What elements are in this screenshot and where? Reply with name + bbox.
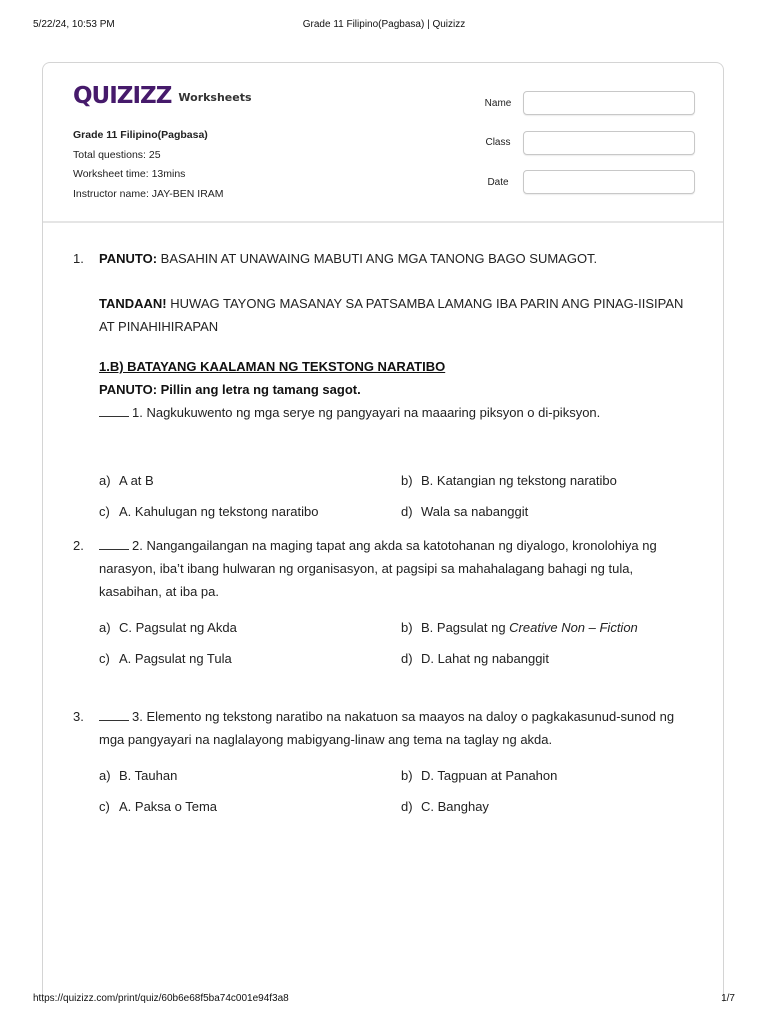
brand [73,85,252,108]
instructor-name: Instructor name: JAY-BEN IRAM [73,187,224,200]
brand-subtitle: Worksheets [178,91,252,104]
option-d[interactable]: d) D. Lahat ng nabanggit [401,651,549,666]
section-heading: 1.B) BATAYANG KAALAMAN NG TEKSTONG NARATIBO [99,359,446,374]
name-field[interactable] [523,91,695,115]
question-stem [99,534,693,603]
option-d[interactable]: d) C. Banghay [401,799,489,814]
question-number: 2. [73,538,84,553]
question-stem [99,401,693,424]
date-row [473,170,695,194]
answer-blank [99,708,129,721]
option-a[interactable]: a) C. Pagsulat ng Akda [99,620,237,635]
question-number: 3. [73,709,84,724]
print-date: 5/22/24, 10:53 PM [33,19,115,30]
page-url[interactable]: https://quizizz.com/print/quiz/60b6e68f5ba74c001e94f3a8 [33,993,289,1004]
class-label: Class [485,137,511,148]
print-header [0,0,768,40]
tandaan-line [99,292,693,338]
stem-text: 3. Elemento ng tekstong naratibo na nakatuon sa maayos na daloy o pagkakasunud-sunod ng mga pangyayari na naglalayong mabigyang-linaw ang tema na taglay ng akda. [99,709,675,747]
stem-text: 1. Nagkukuwento ng mga serye ng pangyayari na maaaring piksyon o di-piksyon. [132,405,601,420]
option-c[interactable]: c) A. Kahulugan ng tekstong naratibo [99,504,319,519]
question-stem [99,705,693,751]
date-label: Date [487,176,509,188]
option-a[interactable]: a) A at B [99,473,154,488]
question-body [99,247,693,424]
option-c[interactable]: c) A. Paksa o Tema [99,799,218,814]
option-b[interactable]: b) B. Katangian ng tekstong naratibo [401,473,617,488]
panuto-line [99,247,693,270]
total-questions: Total questions: 25 [73,148,161,161]
answer-blank [99,537,129,550]
page-number: 1/7 [721,993,735,1004]
class-field[interactable] [523,131,695,155]
question-number: 1. [73,251,84,266]
option-b[interactable]: b) D. Tagpuan at Panahon [401,768,558,783]
option-b[interactable]: b) B. Pagsulat ng Creative Non – Fiction [401,620,638,635]
stem-text: 2. Nangangailangan na maging tapat ang akda sa katotohanan ng diyalogo, kronolohiya ng narasyon, iba’t ibang hulwaran ng organisasyon, at pagsipi sa mahahalagang bahagi ng tula, kasabihan, at iba pa. [99,538,657,599]
option-c[interactable]: c) A. Pagsulat ng Tula [99,651,232,666]
worksheet-title: Grade 11 Filipino(Pagbasa) [73,129,208,141]
tandaan-label: TANDAAN! [99,296,167,311]
worksheet-time: Worksheet time: 13mins [73,168,186,180]
answer-blank [99,404,129,417]
panuto-text: BASAHIN AT UNAWAING MABUTI ANG MGA TANONG BAGO SUMAGOT. [157,251,598,266]
name-row [473,91,695,115]
date-field[interactable] [523,170,695,194]
worksheet-header [43,63,723,223]
worksheet-meta [73,126,224,204]
tandaan-text: HUWAG TAYONG MASANAY SA PATSAMBA LAMANG IBA PARIN ANG PINAG-IISIPAN AT PINAHIHIRAPAN [99,296,684,334]
worksheet [42,62,724,1002]
option-a[interactable]: a) B. Tauhan [99,768,178,783]
class-row [473,131,695,155]
student-fields [473,91,695,210]
instruction: PANUTO: Pillin ang letra ng tamang sagot. [99,382,361,397]
panuto-label: PANUTO: [99,251,158,266]
quizizz-logo: QUIZIZZ [73,83,172,109]
print-title: Grade 11 Filipino(Pagbasa) | Quizizz [302,19,466,30]
option-d[interactable]: d) Wala sa nabanggit [401,504,529,519]
name-label: Name [484,97,512,109]
